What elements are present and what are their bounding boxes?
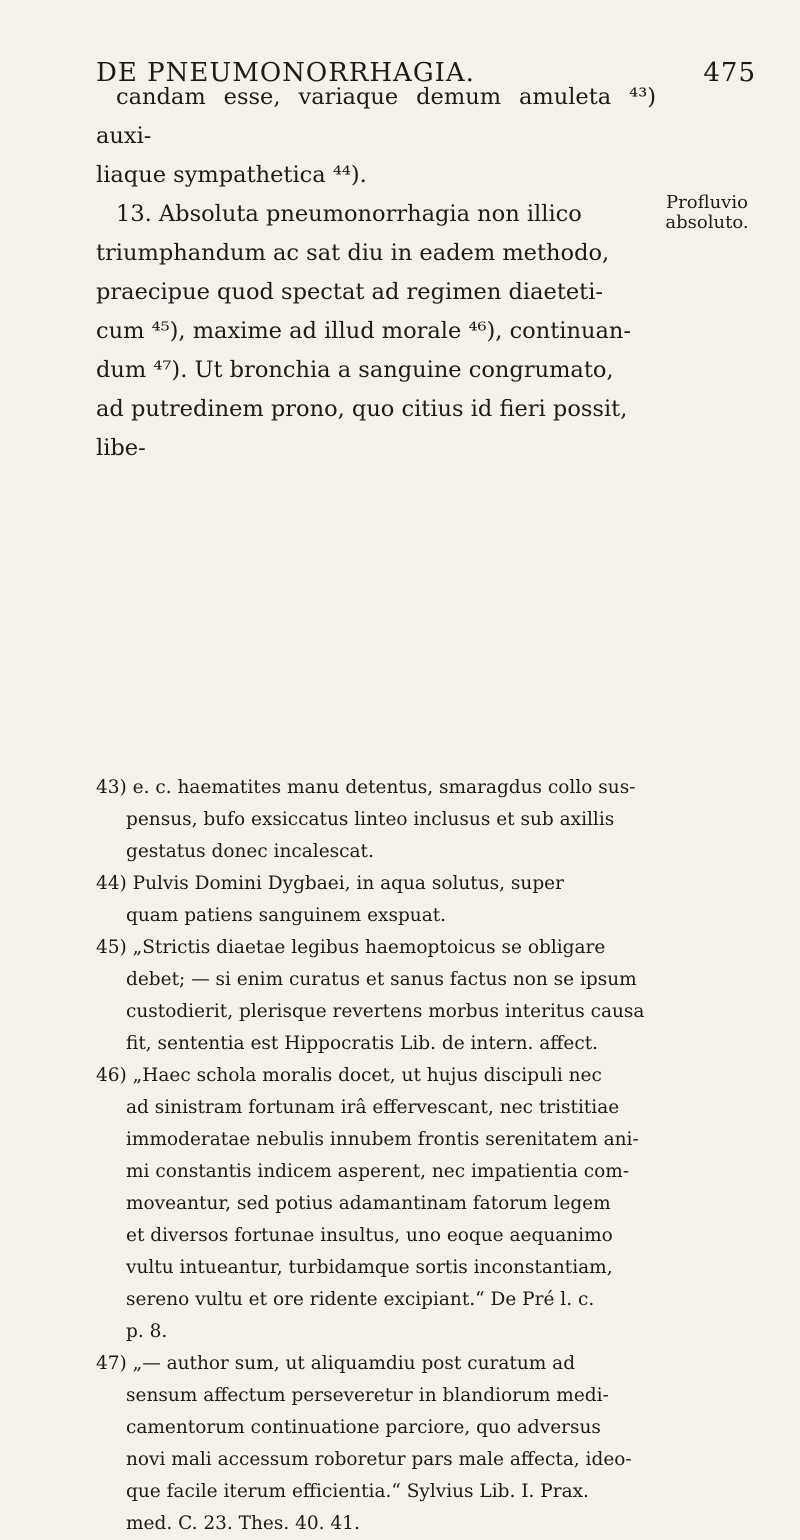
footnote-45	[96, 932, 666, 1060]
footnote-line: 47) „— author sum, ut aliquamdiu post curatum ad	[96, 1353, 576, 1374]
footnote-line: et diversos fortunae insultus, uno eoque aequanimo	[126, 1225, 613, 1246]
footnote-line: que facile iterum efficientia.“ Sylvius Lib. I. Prax.	[126, 1481, 589, 1502]
running-title: DE PNEUMONORRHAGIA.	[96, 58, 475, 88]
footnote-line: gestatus donec incalescat.	[126, 841, 374, 862]
footnote-line: moveantur, sed potius adamantinam fatorum legem	[126, 1193, 611, 1214]
margin-note	[622, 193, 792, 233]
footnote-line: custodierit, plerisque revertens morbus interitus causa	[126, 1001, 645, 1022]
footnote-line: quam patiens sanguinem exspuat.	[126, 905, 447, 926]
body-line: candam esse, variaque demum amuleta ⁴³) auxi-	[96, 84, 656, 149]
footnote-line: ad sinistram fortunam irâ effervescant, nec tristitiae	[126, 1097, 620, 1118]
footnote-line: fit, sententia est Hippocratis Lib. de intern. affect.	[126, 1033, 599, 1054]
body-line: ad putredinem prono, quo citius id fieri possit,	[96, 396, 628, 422]
footnote-line: camentorum continuatione parciore, quo adversus	[126, 1417, 601, 1438]
body-line: cum ⁴⁵), maxime ad illud morale ⁴⁶), continuan-	[96, 318, 631, 344]
footnote-line: pensus, bufo exsiccatus linteo inclusus et sub axillis	[126, 809, 615, 830]
footnote-line: mi constantis indicem asperent, nec impatientia com-	[126, 1161, 630, 1182]
body-line: liaque sympathetica ⁴⁴).	[96, 162, 367, 188]
body-line: praecipue quod spectat ad regimen diaeteti-	[96, 279, 604, 305]
margin-note-line: Profluvio	[666, 192, 748, 213]
footnote-line: sereno vultu et ore ridente excipiant.“ De Pré l. c.	[126, 1289, 595, 1310]
footnote-line: novi mali accessum roboretur pars male affecta, ideo-	[126, 1449, 632, 1470]
footnote-line: med. C. 23. Thes. 40. 41.	[126, 1513, 360, 1534]
body-line: triumphandum ac sat diu in eadem methodo,	[96, 240, 610, 266]
footnote-line: vultu intueantur, turbidamque sortis inconstantiam,	[126, 1257, 613, 1278]
footnote-line: sensum affectum perseveretur in blandiorum medi-	[126, 1385, 609, 1406]
section-13-line: 13. Absoluta pneumonorrhagia non illico	[116, 201, 582, 227]
main-text	[96, 78, 656, 468]
footnote-44	[96, 868, 666, 932]
catchword: libe-	[96, 435, 146, 461]
body-line: dum ⁴⁷). Ut bronchia a sanguine congrumato,	[96, 357, 614, 383]
footnote-line: 44) Pulvis Domini Dygbaei, in aqua solutus, super	[96, 873, 564, 894]
footnote-line: 45) „Strictis diaetae legibus haemoptoicus se obligare	[96, 937, 606, 958]
margin-note-line: absoluto.	[665, 212, 749, 233]
footnote-line: immoderatae nebulis innubem frontis serenitatem ani-	[126, 1129, 639, 1150]
footnote-47	[96, 1348, 666, 1540]
footnote-43	[96, 772, 666, 868]
footnote-line: 46) „Haec schola moralis docet, ut hujus discipuli nec	[96, 1065, 602, 1086]
footnote-line: 43) e. c. haematites manu detentus, smaragdus collo sus-	[96, 777, 636, 798]
footnote-line: debet; — si enim curatus et sanus factus non se ipsum	[126, 969, 637, 990]
footnote-46	[96, 1060, 666, 1348]
footnotes	[96, 772, 666, 1540]
footnote-line: p. 8.	[126, 1321, 168, 1342]
page-number: 475	[703, 58, 756, 88]
